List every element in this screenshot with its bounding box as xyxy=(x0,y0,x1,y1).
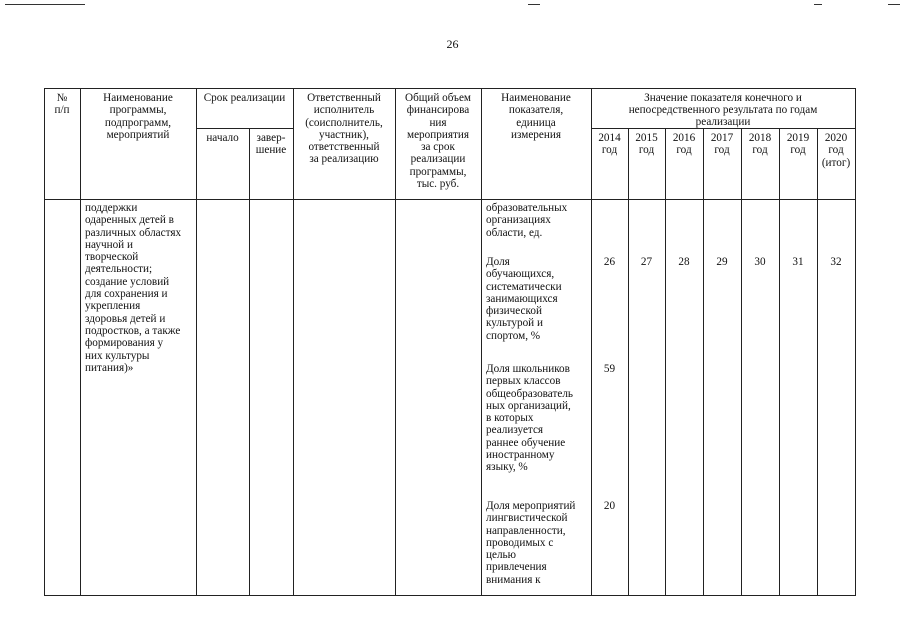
program-description: поддержки одаренных детей в различных областях научной и творческой деятельности; создание условий для сохранения и укрепления здоровья детей и подростков, а также формирования у них культуры питания)» xyxy=(85,202,182,374)
header-term-end: завер- шение xyxy=(255,132,287,157)
column-divider xyxy=(481,88,482,596)
table-border-left xyxy=(44,88,45,596)
value-cell: 26 xyxy=(603,256,616,268)
table-border-bottom xyxy=(44,595,856,596)
value-cell: 27 xyxy=(640,256,653,268)
subcolumn-divider xyxy=(249,128,250,596)
header-term-start: начало xyxy=(206,132,239,144)
indicator-text: Доля обучающихся, систематически занимающихся физической культурой и спортом, % xyxy=(486,256,562,342)
value-cell: 28 xyxy=(678,256,690,268)
page-number: 26 xyxy=(446,37,459,51)
subcolumn-divider xyxy=(628,128,629,596)
scan-artifact-line xyxy=(814,4,822,5)
column-divider xyxy=(196,88,197,596)
subcolumn-divider xyxy=(703,128,704,596)
header-funding: Общий объем финансирова ния мероприятия за срок реализации программы, тыс. руб. xyxy=(405,92,471,191)
value-cell: 20 xyxy=(603,500,616,512)
subcolumn-divider xyxy=(779,128,780,596)
table-border-right xyxy=(855,88,856,596)
header-year-2015: 2015 год xyxy=(635,132,658,157)
value-cell: 30 xyxy=(754,256,766,268)
header-year-2014: 2014 год xyxy=(598,132,621,157)
header-values-title: Значение показателя конечного и непосредственного результата по годам реализации xyxy=(628,92,818,128)
header-subrow-divider xyxy=(196,128,293,129)
header-year-2020: 2020 год (итог) xyxy=(821,132,851,169)
indicator-text: образовательных организациях области, ед. xyxy=(486,202,568,239)
header-executor: Ответственный исполнитель (соисполнитель, участник), ответственный за реализацию xyxy=(305,92,383,166)
subcolumn-divider xyxy=(665,128,666,596)
value-cell: 31 xyxy=(792,256,804,268)
scan-artifact-line xyxy=(5,4,85,5)
header-bottom-border xyxy=(44,199,856,200)
header-indicator: Наименование показателя, единица измерения xyxy=(501,92,571,141)
table-border-top xyxy=(44,88,856,89)
column-divider xyxy=(591,88,592,596)
indicator-text: Доля школьников первых классов общеобразователь ных организаций, в которых реализуется раннее обучение иностранному языку, % xyxy=(486,363,574,474)
column-divider xyxy=(80,88,81,596)
indicator-text: Доля мероприятий лингвистической направленности, проводимых с целью привлечения внимания к xyxy=(486,500,576,586)
header-term: Срок реализации xyxy=(203,92,286,104)
value-cell: 32 xyxy=(830,256,842,268)
subcolumn-divider xyxy=(817,128,818,596)
scan-artifact-line xyxy=(528,4,540,5)
value-cell: 29 xyxy=(716,256,728,268)
header-year-2018: 2018 год xyxy=(748,132,772,157)
subcolumn-divider xyxy=(741,128,742,596)
header-year-2019: 2019 год xyxy=(786,132,810,157)
header-num: № п/п xyxy=(54,92,70,117)
scan-artifact-line xyxy=(888,4,900,5)
value-cell: 59 xyxy=(603,363,616,375)
header-program-name: Наименование программы, подпрограмм, мероприятий xyxy=(103,92,173,141)
header-year-2017: 2017 год xyxy=(710,132,734,157)
header-year-2016: 2016 год xyxy=(672,132,696,157)
